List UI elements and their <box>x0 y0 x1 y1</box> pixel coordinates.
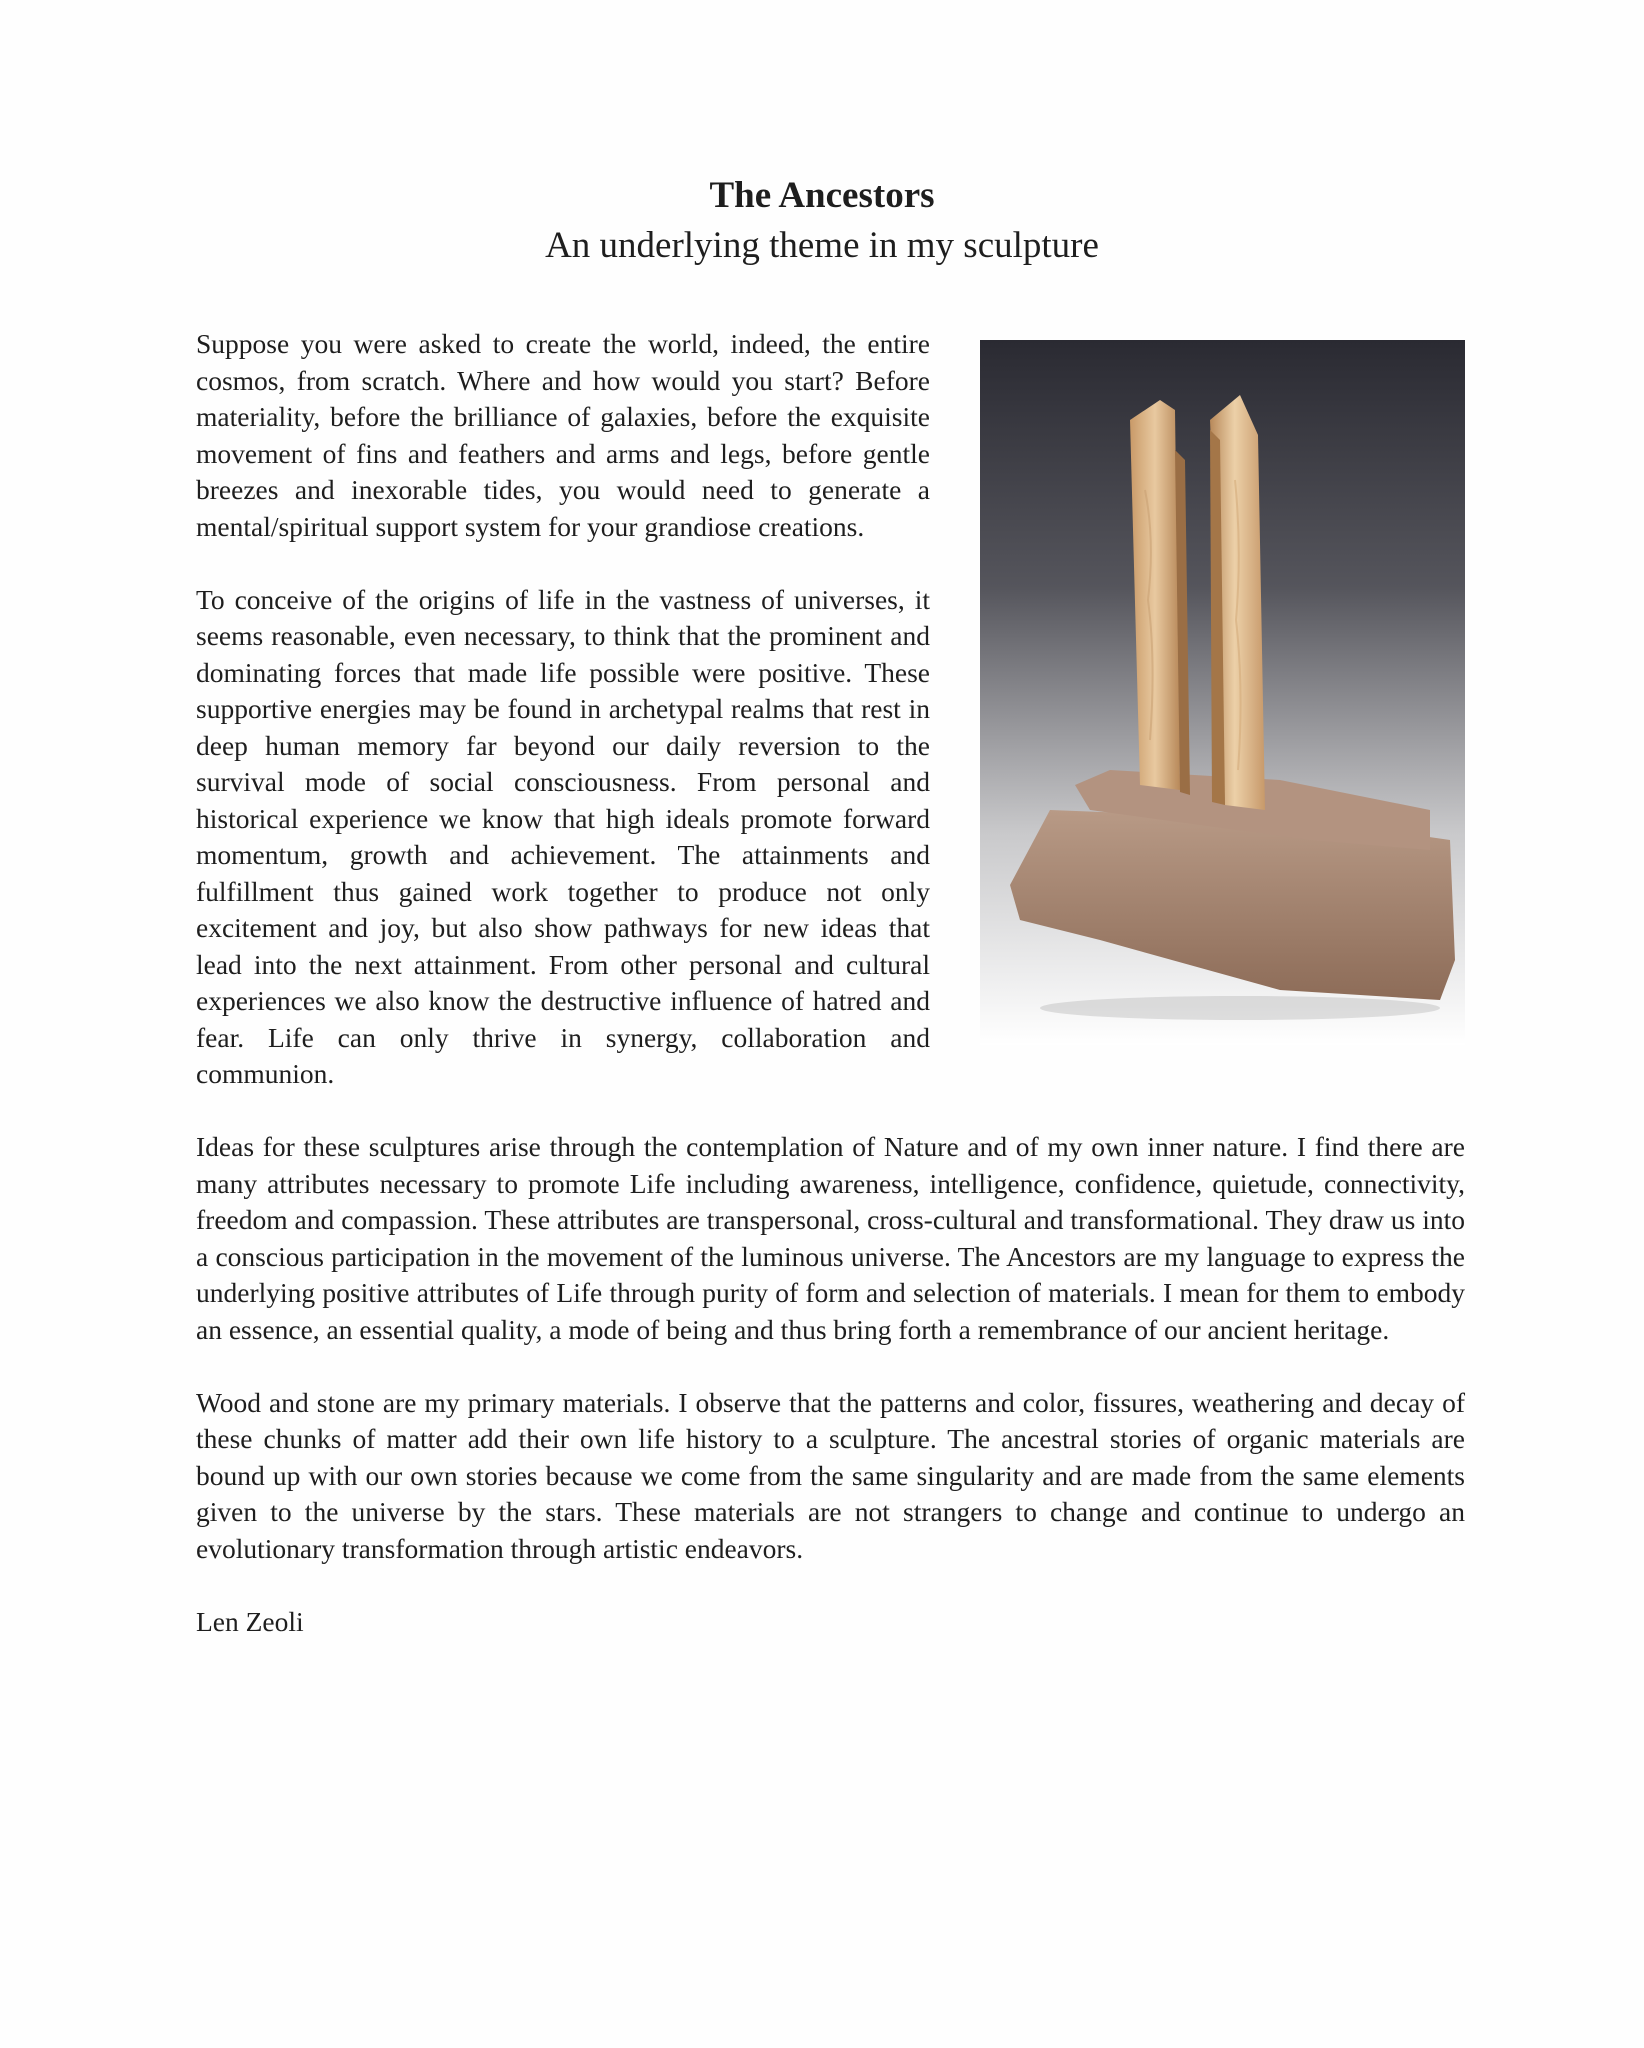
page-title: The Ancestors <box>709 175 935 216</box>
page-subtitle: An underlying theme in my sculpture <box>545 225 1099 266</box>
author-signature: Len Zeoli <box>196 1605 304 1637</box>
paragraph-3: Ideas for these sculptures arise through the contemplation of Nature and of my own inner nature. I find there are many attributes necessary to promote Life including awareness, intelligence, confidence, quietude, connectivity, freedom and compassion. These attributes are transpersonal, cross-cultural and transformational. They draw us into a conscious participation in the movement of the luminous universe. The Ancestors are my language to express the underlying positive attributes of Life through purity of form and selection of materials. I mean for them to embody an essence, an essential quality, a mode of being and thus bring forth a remembrance of our ancient heritage. <box>196 1131 1465 1345</box>
body-text <box>196 326 1465 1677</box>
sculpture-photo <box>980 340 1465 1080</box>
paragraph-2: To conceive of the origins of life in the vastness of universes, it seems reasonable, even necessary, to think that the prominent and dominating forces that made life possible were positive. These supportive energies may be found in archetypal realms that rest in deep human memory far beyond our daily reversion to the survival mode of social consciousness. From personal and historical experience we know that high ideals promote forward momentum, growth and achievement. The attainments and fulfillment thus gained work together to produce not only excitement and joy, but also show pathways for new ideas that lead into the next attainment. From other personal and cultural experiences we also know the destructive influence of hatred and fear. Life can only thrive in synergy, collaboration and communion. <box>196 583 930 1089</box>
paragraph-1: Suppose you were asked to create the world, indeed, the entire cosmos, from scratch. Where and how would you start? Before materiality, before the brilliance of galaxies, before the exquisite movement of fins and feathers and arms and legs, before gentle breezes and inexorable tides, you would need to generate a mental/spiritual support system for your grandiose creations. <box>196 328 930 542</box>
paragraph-4: Wood and stone are my primary materials. I observe that the patterns and color, fissures, weathering and decay of these chunks of matter add their own life history to a sculpture. The ancestral stories of organic materials are bound up with our own stories because we come from the same singularity and are made from the same elements given to the universe by the stars. These materials are not strangers to change and continue to undergo an evolutionary transformation through artistic endeavors. <box>196 1386 1465 1564</box>
sculpture-image <box>980 340 1465 1045</box>
